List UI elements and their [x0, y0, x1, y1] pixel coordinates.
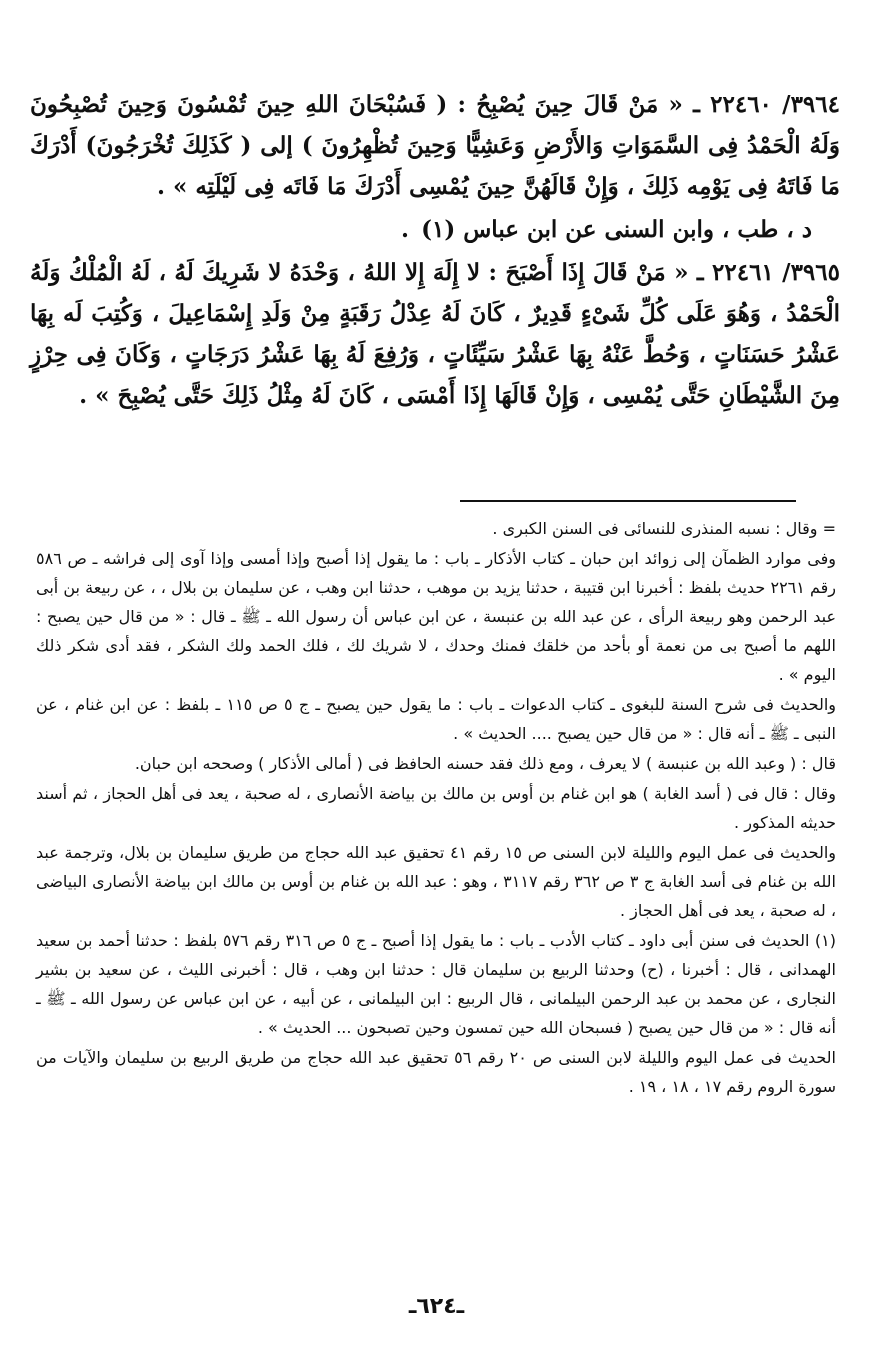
source-text: د ، طب ، وابن السنى عن ابن عباس — [463, 216, 812, 243]
footnote-paragraph: قال : ( وعبد الله بن عنبسة ) لا يعرف ، ومع ذلك فقد حسنه الحافظ فى ( أمالى الأذكار ) وصححه ابن حبان. — [134, 754, 836, 773]
hadith-3964 — [30, 84, 840, 207]
footnote-paragraph: (١) الحديث فى سنن أبى داود ـ كتاب الأدب ـ باب : ما يقول إذا أصبح ـ ج ٥ ص ٣١٦ رقم ٥٧٦ بلفظ : حدثنا أحمد بن سعيد الهمدانى ، قال : أخبرنا ، (ح) وحدثنا الربيع بن سليمان قال : حدثنا ابن وهب ، قال : أخبرنى الليث ، عن سعيد بن بشير النجارى ، عن محمد بن عبد الرحمن البيلمانى ، قال الربيع : ابن البيلمانى ، عن أبيه ، عن ابن عباس عن رسول الله ـ ﷺ ـ أنه قال : « من قال حين يصبح ( فسبحان الله حين تمسون وحين تصبحون ... الحديث » . — [36, 931, 836, 1037]
hadith-3965 — [30, 252, 840, 416]
footnote-paragraph: = وقال : نسبه المنذرى للنسائى فى السنن الكبرى . — [492, 519, 836, 538]
footnote-paragraph: وقال : قال فى ( أسد الغابة ) هو ابن غنام بن أوس بن مالك بن بياضة الأنصارى ، له صحبة ، يعد فى أهل الحجاز ، ثم أسند حديثه المذكور . — [36, 784, 836, 832]
hadith-source — [30, 209, 812, 250]
footnote-paragraph: الحديث فى عمل اليوم والليلة لابن السنى ص ٢٠ رقم ٥٦ تحقيق عبد الله حجاج من طريق الربيع بن سليمان والآيات من سورة الروم رقم ١٧ ، ١٨ ، ١٩ . — [36, 1048, 836, 1096]
footnotes — [36, 514, 836, 1102]
period: . — [401, 216, 410, 243]
page-number: ـ٦٢٤ـ — [408, 1294, 465, 1319]
main-text — [30, 84, 840, 418]
footnote-paragraph: وفى موارد الظمآن إلى زوائد ابن حبان ـ كتاب الأذكار ـ باب : ما يقول إذا أصبح وإذا أمسى وإذا آوى إلى فراشه ـ ص ٥٨٦ رقم ٢٢٦١ حديث بلفظ : أخبرنا ابن قتيبة ، حدثنا يزيد بن موهب ، حدثنا ابن وهب ، عن سليمان بن بلال ، ، عن ربيعة بن أبى عبد الرحمن وهو ربيعة الرأى ، عن عبد الله بن عنبسة ، عن ابن عباس أن رسول الله ـ ﷺ ـ قال : « من قال حين يصبح : اللهم ما أصبح بى من نعمة أو بأحد من خلقك فمنك وحدك ، لا شريك لك ، فلك الحمد ولك الشكر ، فقد أدى شكر ذلك اليوم » . — [36, 549, 837, 684]
hadith-number: ٣٩٦٥/ ٢٢٤٦١ ـ — [696, 259, 840, 286]
footnote-paragraph: والحديث فى عمل اليوم والليلة لابن السنى ص ١٥ رقم ٤١ تحقيق عبد الله حجاج من طريق سليمان بن بلال، وترجمة عبد الله بن غنام فى أسد الغابة ج ٣ ص ٣٦٢ رقم ٣١١٧ ، وهو : عبد الله بن غنام بن أوس بن مالك ابن بياضة الأنصارى البياضى ، له صحبة ، يعد فى أهل الحجاز . — [36, 843, 836, 920]
hadith-text: « مَنْ قَالَ حِينَ يُصْبِحُ : ( فَسُبْحَانَ اللهِ حِينَ تُمْسُونَ وَحِينَ تُصْبِحُونَ وَلَهُ الْحَمْدُ فِى السَّمَوَاتِ وَالأَرْضِ وَعَشِيًّا وَحِينَ تُظْهِرُونَ ) إلى ( كَذَلِكَ تُخْرَجُونَ) أَدْرَكَ مَا فَاتَهُ فِى يَوْمِه ذَلِكَ ، وَإِنْ قَالَهُنَّ حِينَ يُمْسِى أَدْرَكَ مَا فَاتَه فِى لَيْلَتِه » . — [30, 91, 840, 200]
footnote-paragraph: والحديث فى شرح السنة للبغوى ـ كتاب الدعوات ـ باب : ما يقول حين يصبح ـ ج ٥ ص ١١٥ ـ بلفظ : عن ابن غنام ، عن النبى ـ ﷺ ـ أنه قال : « من قال حين يصبح .... الحديث » . — [36, 695, 837, 743]
hadith-text: « مَنْ قَالَ إِذَا أَصْبَحَ : لا إِلَهَ إِلا اللهُ ، وَحْدَهُ لا شَرِيكَ لَهُ ، لَهُ الْمُلْكُ وَلَهُ الْحَمْدُ ، وَهُوَ عَلَى كُلِّ شَىْءٍ قَدِيرٌ ، كَانَ لَهُ عِدْلُ رَقَبَةٍ مِنْ وَلَدِ إِسْمَاعِيلَ ، وَكُتِبَ لَه بِهَا عَشْرُ حَسَنَاتٍ ، وَحُطَّ عَنْهُ بِهَا عَشْرُ سَيِّئَاتٍ ، وَرُفِعَ لَهُ بِهَا عَشْرُ دَرَجَاتٍ ، وَكَانَ فِى حِرْزٍ مِنَ الشَّيْطَانِ حَتَّى يُمْسِى ، وَإِنْ قَالَهَا إِذَا أَمْسَى ، كَانَ لَهُ مِثْلُ ذَلِكَ حَتَّى يُصْبِحَ » . — [30, 259, 840, 409]
hadith-number: ٣٩٦٤/ ٢٢٤٦٠ ـ — [693, 91, 840, 118]
footnote-divider — [460, 500, 796, 502]
footnote-mark: (١) — [421, 216, 456, 243]
